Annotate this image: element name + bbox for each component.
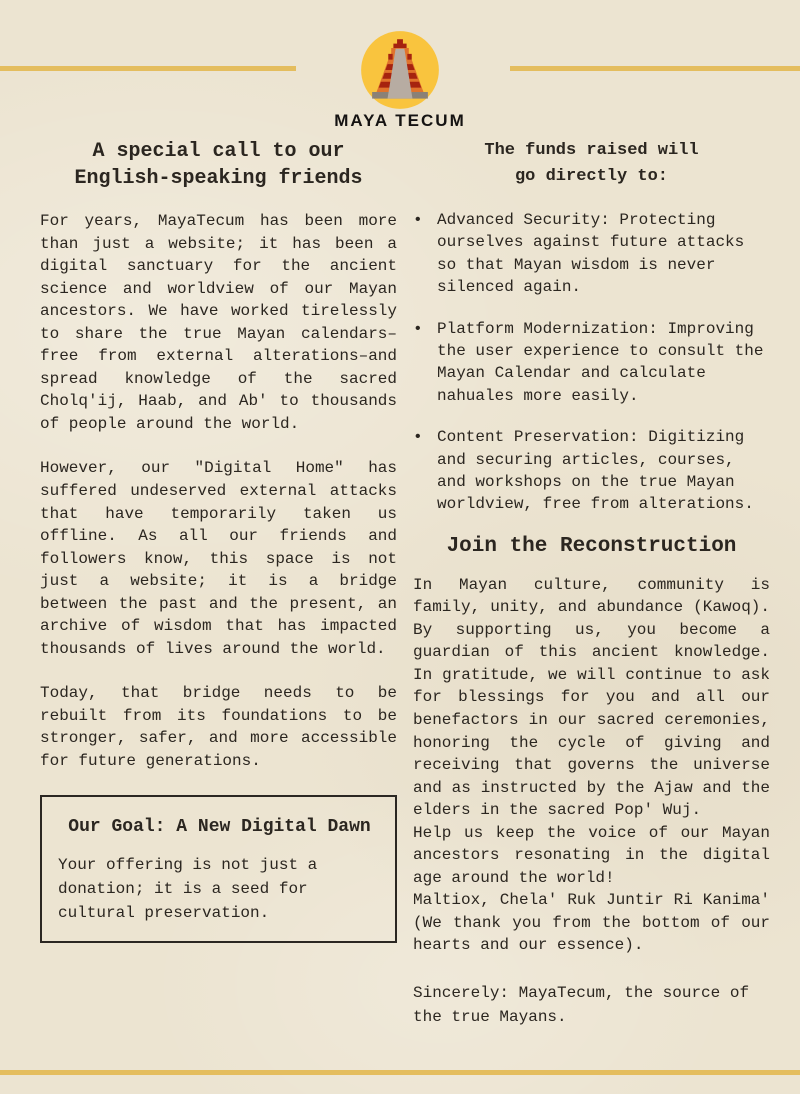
paragraph-community: In Mayan culture, community is family, unity, and abundance (Kawoq). By supporting us, you become a guardian of this ancient knowledge. In gratitude, we will continue to ask for blessings for you and all our benefactors in our sacred ceremonies, honoring the cycle of giving and receiving that governs the universe and as instructed by the Ajaw and the elders in the sacred Pop' Wuj. [413,575,770,820]
right-column [413,136,770,1029]
goal-box [40,795,397,943]
funds-heading-line1: The funds raised will [484,141,699,160]
bullet-text: Content Preservation: Digitizing and securing articles, courses, and workshops on the true Mayan worldview, free from alterations. [437,428,754,514]
list-item-advanced-security [413,209,770,299]
list-item-content-preservation [413,426,770,516]
top-divider-line-right [510,66,800,71]
bullet-icon: • [413,211,423,229]
content-columns [40,136,770,1029]
paragraph-maltiox: Maltiox, Chela' Ruk Juntir Ri Kanima' (We thank you from the bottom of our hearts and our essence). [413,891,770,955]
bullet-text: Advanced Security: Protecting ourselves against future attacks so that Mayan wisdom is never silenced again. [437,211,745,297]
list-item-platform-modernization [413,318,770,408]
paragraph-rebuild: Today, that bridge needs to be rebuilt from its foundations to be stronger, safer, and more accessible for future generations. [40,684,397,771]
funds-heading-line2: go directly to: [514,166,669,186]
goal-box-heading: Our Goal: A New Digital Dawn [68,816,371,837]
bullet-icon: • [413,428,423,447]
funds-bullet-list [413,209,770,516]
left-column-heading: A special call to our English-speaking friends [74,140,363,190]
bottom-divider-line [0,1070,800,1075]
brand-name: MAYA TECUM [334,111,466,130]
paragraph-help-us: Help us keep the voice of our Mayan ancestors resonating in the digital age around the world! [413,823,770,887]
signature-line: Sincerely: MayaTecum, the source of the true Mayans. [413,983,750,1026]
bullet-icon: • [413,319,423,338]
join-reconstruction-heading: Join the Reconstruction [446,534,737,558]
paragraph-attacks: However, our "Digital Home" has suffered undeserved external attacks that have temporarily taken us offline. As all our friends and followers know, this space is not just a website; it is a bridge between the past and the present, an archive of wisdom that has impacted thousands of lives around the world. [40,459,397,658]
goal-box-body: Your offering is not just a donation; it is a seed for cultural preservation. [58,855,318,922]
top-divider-line-left [0,66,296,71]
funds-heading [413,138,770,189]
paragraph-history: For years, MayaTecum has been more than just a website; it has been a digital sanctuary for the ancient science and worldview of our Mayan ancestors. We have worked tirelessly to share the true Mayan calendars–free from external alterations–and spread knowledge of the sacred Cholq'ij, Haab, and Ab' to thousands of people around the world. [40,212,397,433]
bullet-text: Platform Modernization: Improving the user experience to consult the Mayan Calendar and calculate nahuales more easily. [437,319,764,405]
pyramid-icon [356,26,444,114]
left-column [40,136,397,1029]
maya-pyramid-logo [356,26,444,114]
